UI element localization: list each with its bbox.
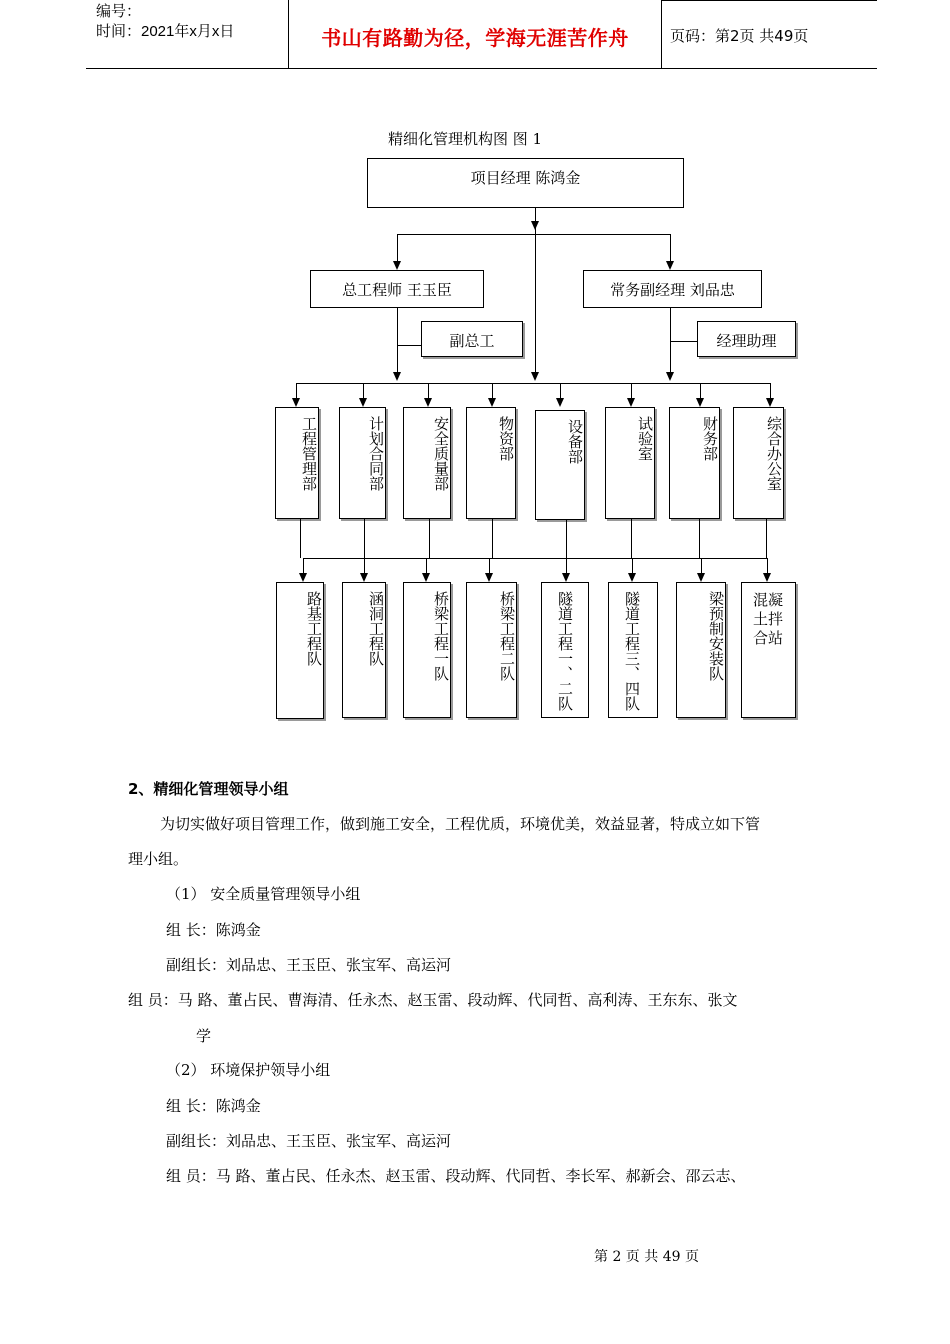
- org-team-4: [541, 582, 589, 718]
- connector: [566, 520, 567, 558]
- connector: [670, 308, 671, 372]
- arrow-head: [359, 398, 367, 407]
- group-members-cont: 学: [196, 1027, 212, 1045]
- arrow-head: [531, 221, 539, 230]
- connector: [296, 383, 297, 398]
- org-team-0: [276, 582, 324, 719]
- org-node-label: 桥梁工程一队: [432, 591, 450, 681]
- arrow-head: [562, 573, 570, 582]
- arrow-head: [422, 573, 430, 582]
- arrow-head: [627, 398, 635, 407]
- org-node-label: 经理助理: [716, 332, 777, 350]
- chart-caption: 精细化管理机构图 图 1: [388, 130, 543, 148]
- arrow-head: [697, 573, 705, 582]
- connector: [670, 341, 698, 342]
- org-node-label: 综合办公室: [765, 416, 783, 491]
- header-rule-top: [661, 0, 877, 1]
- org-dept-1: [339, 407, 386, 519]
- header-motto: 书山有路勤为径，学海无涯苦作舟: [321, 26, 629, 50]
- org-dept-0: [275, 407, 319, 519]
- group-title: （1） 安全质量管理领导小组: [166, 885, 361, 903]
- org-node-manager-assistant: [697, 321, 796, 357]
- connector: [426, 558, 427, 573]
- group-leader: 组 长：陈鸿金: [166, 1097, 261, 1115]
- org-node-label: 设备部: [566, 419, 584, 464]
- header-meta: [96, 2, 234, 42]
- page-footer: 第 2 页 共 49 页: [594, 1249, 699, 1265]
- org-node-label: 隧道工程三、四队: [623, 591, 641, 711]
- header-time: 时间：2021年x月x日: [96, 23, 235, 40]
- arrow-head: [360, 573, 368, 582]
- org-node-label: 安全质量部: [432, 416, 450, 491]
- org-node-label: 常务副经理 刘品忠: [610, 281, 735, 299]
- connector: [397, 234, 671, 235]
- arrow-head: [628, 573, 636, 582]
- arrow-head: [531, 372, 539, 381]
- org-node-label: 试验室: [636, 416, 654, 461]
- connector: [492, 383, 493, 398]
- org-team-2: [403, 582, 451, 718]
- arrow-head: [485, 573, 493, 582]
- connector: [429, 519, 430, 558]
- group-leader: 组 长：陈鸿金: [166, 921, 261, 939]
- group-deputy: 副组长：刘品忠、王玉臣、张宝军、高运河: [166, 956, 452, 974]
- arrow-head: [393, 372, 401, 381]
- org-dept-3: [466, 407, 516, 519]
- arrow-head: [556, 398, 564, 407]
- org-dept-5: [605, 407, 655, 519]
- org-node-label: 工程管理部: [300, 416, 318, 491]
- org-team-7: [741, 582, 796, 718]
- connector: [397, 345, 422, 346]
- org-dept-7: [733, 407, 784, 519]
- connector: [631, 519, 632, 558]
- arrow-head: [666, 261, 674, 270]
- arrow-head: [299, 573, 307, 582]
- connector: [535, 223, 536, 372]
- org-node-label: 副总工: [449, 332, 495, 350]
- connector: [701, 558, 702, 573]
- group-deputy: 副组长：刘品忠、王玉臣、张宝军、高运河: [166, 1132, 452, 1150]
- org-dept-2: [403, 407, 451, 519]
- org-node-label: 混凝土拌合站: [753, 591, 784, 647]
- org-team-3: [466, 582, 517, 718]
- connector: [632, 558, 633, 573]
- arrow-head: [393, 261, 401, 270]
- org-node-project-manager: [367, 158, 684, 208]
- group-title: （2） 环境保护领导小组: [166, 1061, 331, 1079]
- arrow-head: [696, 398, 704, 407]
- group-members: 组 员：马 路、董占民、曹海清、任永杰、赵玉雷、段动辉、代同哲、高利涛、王东东、张文: [128, 991, 738, 1009]
- connector: [303, 558, 768, 559]
- arrow-head: [488, 398, 496, 407]
- connector: [397, 234, 398, 261]
- connector: [364, 558, 365, 573]
- header-rule: [86, 68, 877, 69]
- arrow-head: [763, 573, 771, 582]
- org-node-chief-engineer: [310, 270, 484, 308]
- connector: [560, 383, 561, 398]
- paragraph-line: 为切实做好项目管理工作，做到施工安全，工程优质，环境优美，效益显著，特成立如下管: [160, 815, 761, 833]
- org-node-label: 路基工程队: [305, 591, 323, 666]
- connector: [492, 519, 493, 558]
- org-node-label: 梁预制安装队: [707, 591, 725, 681]
- org-node-label: 涵洞工程队: [367, 591, 385, 666]
- org-node-label: 财务部: [701, 416, 719, 461]
- org-dept-6: [669, 407, 720, 519]
- org-node-label: 隧道工程一、二队: [556, 591, 574, 711]
- arrow-head: [766, 398, 774, 407]
- org-team-1: [342, 582, 386, 718]
- connector: [766, 519, 767, 558]
- header-page-number: 页码：第2页 共49页: [670, 27, 809, 45]
- arrow-head: [666, 372, 674, 381]
- connector: [699, 519, 700, 558]
- section-title: 2、精细化管理领导小组: [128, 780, 289, 798]
- org-node-label: 项目经理 陈鸿金: [470, 169, 581, 187]
- org-team-6: [676, 582, 726, 718]
- connector: [770, 383, 771, 398]
- org-node-label: 计划合同部: [367, 416, 385, 491]
- org-dept-4: [535, 410, 585, 520]
- org-node-label: 桥梁工程二队: [498, 591, 516, 681]
- header-number: 编号：: [96, 3, 142, 20]
- org-node-label: 总工程师 王玉臣: [342, 281, 452, 299]
- connector: [767, 558, 768, 573]
- org-team-5: [608, 582, 658, 718]
- connector: [363, 383, 364, 398]
- connector: [489, 558, 490, 573]
- connector: [700, 383, 701, 398]
- connector: [303, 558, 304, 573]
- arrow-head: [292, 398, 300, 407]
- org-node-executive-deputy: [583, 270, 762, 308]
- group-members: 组 员：马 路、董占民、任永杰、赵玉雷、段动辉、代同哲、李长军、郝新会、邵云志、: [166, 1167, 746, 1185]
- org-node-label: 物资部: [497, 416, 515, 461]
- connector: [300, 519, 301, 558]
- arrow-head: [424, 398, 432, 407]
- connector: [397, 308, 398, 372]
- paragraph-line: 理小组。: [128, 850, 189, 868]
- connector: [364, 519, 365, 558]
- connector: [631, 383, 632, 398]
- connector: [428, 383, 429, 398]
- connector: [670, 234, 671, 261]
- connector: [566, 558, 567, 573]
- org-node-deputy-chief-engineer: [421, 321, 523, 357]
